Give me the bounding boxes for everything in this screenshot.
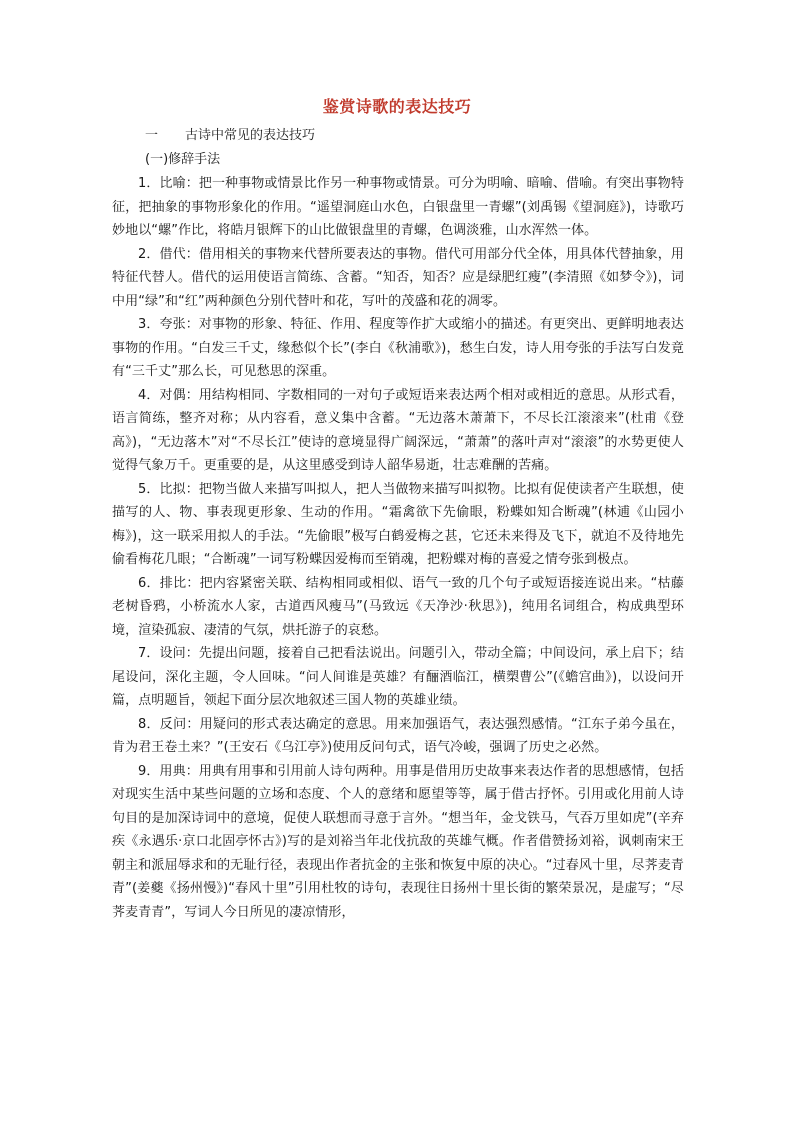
subsection-heading: (一)修辞手法 bbox=[145, 152, 221, 167]
document-title: 鉴赏诗歌的表达技巧 bbox=[322, 97, 472, 116]
paragraph-hyperbole: 3．夸张：对事物的形象、特征、作用、程度等作扩大或缩小的描述。有更突出、更鲜明地表达事物的作用。“白发三千丈，缘愁似个长”(李白《秋浦歌》)，愁生白发，诗人用夸张的手法写白发竟有“三千丈”那么长，可见愁思的深重。 bbox=[112, 317, 684, 379]
paragraph-allusion: 9．用典：用典有用事和引用前人诗句两种。用事是借用历史故事来表达作者的思想感情，包括对现实生活中某些问题的立场和态度、个人的意绪和愿望等等，属于借古抒怀。引用或化用前人诗句目的是加深诗词中的意境，促使人联想而寻意于言外。“想当年，金戈铁马，气吞万里如虎”(辛弃疾《永遇乐·京口北固亭怀古》)写的是刘裕当年北伐抗敌的英雄气概。作者借赞扬刘裕，讽刺南宋王朝主和派屈辱求和的无耻行径，表现出作者抗金的主张和恢复中原的决心。“过春风十里，尽荠麦青青”(姜夔《扬州慢》)“春风十里”引用杜牧的诗句，表现往日扬州十里长街的繁荣景况，是虚写；“尽荠麦青青”，写词人今日所见的凄凉情形， bbox=[112, 763, 684, 920]
section-heading bbox=[145, 126, 315, 146]
paragraph-parallelism: 6．排比：把内容紧密关联、结构相同或相似、语气一致的几个句子或短语接连说出来。“枯藤老树昏鸦，小桥流水人家，古道西风瘦马”(马致远《天净沙·秋思》)，纯用名词组合，构成典型环境，渲染孤寂、凄清的气氛，烘托游子的哀愁。 bbox=[112, 575, 684, 638]
paragraph-metaphor: 1．比喻：把一种事物或情景比作另一种事物或情景。可分为明喻、暗喻、借喻。有突出事物特征，把抽象的事物形象化的作用。“遥望洞庭山水色，白银盘里一青螺”(刘禹锡《望洞庭》)，诗歌巧妙地以“螺”作比，将皓月银辉下的山比做银盘里的青螺，色调淡雅，山水浑然一体。 bbox=[112, 176, 684, 238]
document-body bbox=[112, 172, 684, 924]
section-title: 古诗中常见的表达技巧 bbox=[185, 128, 316, 143]
paragraph-personification: 5．比拟：把物当做人来描写叫拟人，把人当做物来描写叫拟物。比拟有促使读者产生联想，使描写的人、物、事表现更形象、生动的作用。“霜禽欲下先偷眼，粉蝶如知合断魂”(林逋《山园小梅》)，这一联采用拟人的手法。“先偷眼”极写白鹤爱梅之甚，它还未来得及飞下，就迫不及待地先偷看梅花几眼；“合断魂”一词写粉蝶因爱梅而至销魂，把粉蝶对梅的喜爱之情夸张到极点。 bbox=[112, 481, 684, 567]
paragraph-metonymy: 2．借代：借用相关的事物来代替所要表达的事物。借代可用部分代全体，用具体代替抽象，用特征代替人。借代的运用使语言简练、含蓄。“知否，知否？应是绿肥红瘦”(李清照《如梦令》)，词中用“绿”和“红”两种颜色分别代替叶和花，写叶的茂盛和花的凋零。 bbox=[112, 246, 684, 309]
paragraph-counter-question: 8．反问：用疑问的形式表达确定的意思。用来加强语气，表达强烈感情。“江东子弟今虽在，肯为君王卷土来？”(王安石《乌江亭》)使用反问句式，语气冷峻，强调了历史之必然。 bbox=[112, 716, 684, 755]
paragraph-antithesis: 4．对偶：用结构相同、字数相同的一对句子或短语来表达两个相对或相近的意思。从形式看，语言简练，整齐对称；从内容看，意义集中含蓄。“无边落木萧萧下，不尽长江滚滚来”(杜甫《登高》)，“无边落木”对“不尽长江”使诗的意境显得广阔深远，“萧萧”的落叶声对“滚滚”的水势更使人觉得气象万千。更重要的是，从这里感受到诗人韶华易逝，壮志难酬的苦痛。 bbox=[112, 387, 684, 473]
section-number: 一 bbox=[145, 128, 159, 143]
paragraph-rhetorical-question: 7．设问：先提出问题，接着自己把看法说出。问题引入，带动全篇；中间设问，承上启下；结尾设问，深化主题，令人回味。“问人间谁是英雄？有酾酒临江，横槊曹公”(《蟾宫曲》)，以设问开篇，点明题旨，领起下面分层次地叙述三国人物的英雄业绩。 bbox=[112, 646, 684, 708]
